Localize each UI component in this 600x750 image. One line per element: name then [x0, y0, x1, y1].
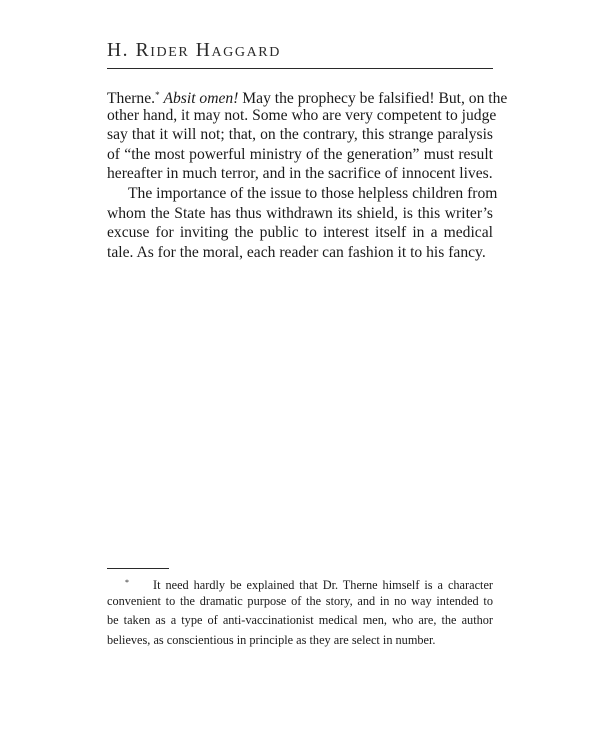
paragraph-1-line-1	[107, 86, 508, 107]
body-text-fragment: Therne.	[107, 90, 156, 107]
paragraph-2-line-3: excuse for inviting the public to interest itself in a medical	[107, 224, 493, 242]
paragraph-1-line-4: of “the most powerful ministry of the generation” must result	[107, 145, 493, 163]
latin-phrase: Absit omen!	[163, 90, 239, 107]
paragraph-1-line-5: hereafter in much terror, and in the sacrifice of innocent lives.	[107, 165, 493, 183]
body-text-fragment: May the prophecy be falsified! But, on the	[238, 90, 508, 107]
paragraph-2-line-4: tale. As for the moral, each reader can fashion it to his fancy.	[107, 243, 486, 261]
footnote-line-1	[107, 573, 493, 592]
footnote-line-4: believes, as conscientious in principle as they are select in number.	[107, 632, 436, 647]
footnote-reference: *	[155, 90, 160, 100]
paragraph-2-line-1: The importance of the issue to those helpless children from	[128, 184, 498, 202]
footnote-line-2: convenient to the dramatic purpose of the story, and in no way intended to	[107, 594, 493, 609]
footnote	[107, 573, 493, 650]
running-head-author: H. Rider Haggard	[107, 40, 281, 61]
paragraph-1-line-3: say that it will not; that, on the contrary, this strange paralysis	[107, 126, 493, 144]
body-text	[107, 86, 508, 262]
paragraph-1-line-2: other hand, it may not. Some who are very competent to judge	[107, 106, 497, 124]
footnote-line-3: be taken as a type of anti-vaccinationist medical men, who are, the author	[107, 613, 493, 628]
paragraph-2-line-2: whom the State has thus withdrawn its shield, is this writer’s	[107, 204, 493, 222]
running-header	[107, 38, 493, 69]
footnote-divider	[107, 568, 169, 569]
footnote-marker: *	[125, 578, 129, 587]
footnote-text: It need hardly be explained that Dr. Therne himself is a character	[153, 578, 493, 592]
